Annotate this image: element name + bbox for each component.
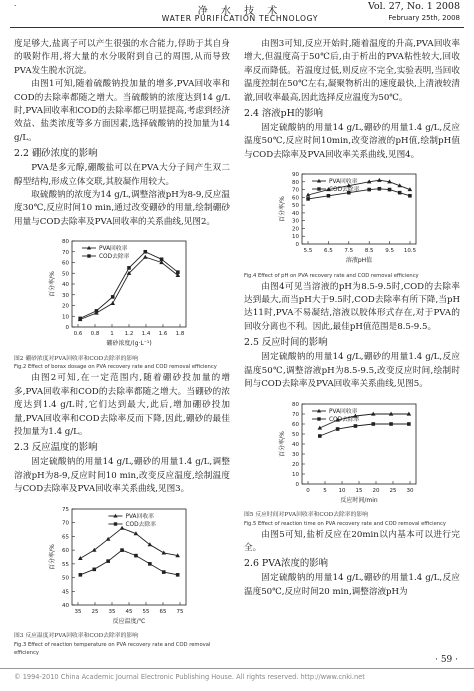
- y-tick-label: 40: [62, 282, 69, 289]
- data-point: [161, 550, 166, 554]
- series-line: [320, 424, 409, 436]
- data-point: [327, 194, 331, 198]
- data-point: [78, 317, 82, 321]
- legend-marker: [114, 522, 117, 525]
- y-tick-label: 30: [62, 293, 69, 300]
- chart-fig4: [244, 164, 460, 266]
- data-point: [120, 548, 124, 552]
- y-tick-label: 10: [292, 234, 299, 241]
- legend-label: COD去除率: [329, 187, 360, 194]
- paragraph: 固定硫酸钠的用量14 g/L,硼砂的用量1.4 g/L,调整溶液pH为8-9,反应时间10 min,改变反应温度,绘制温度与COD去除率及PVA回收率关系曲线,见图3。: [14, 457, 230, 495]
- y-tick-label: 0: [295, 242, 299, 249]
- legend-label: COD去除率: [329, 416, 360, 423]
- data-point: [79, 573, 83, 577]
- y-tick-label: 50: [292, 203, 299, 210]
- y-tick-label: 50: [62, 575, 69, 582]
- y-tick-label: 20: [292, 461, 299, 468]
- x-tick-label: 25: [389, 487, 397, 494]
- data-point: [378, 187, 382, 191]
- figure-3: [14, 499, 230, 657]
- journal-title-cn: 净 水 技 术: [197, 6, 283, 17]
- y-tick-label: 70: [292, 187, 299, 194]
- data-point: [176, 271, 180, 275]
- chart-fig3: [14, 499, 230, 627]
- page-header: [0, 0, 474, 36]
- y-tick-label: 30: [292, 451, 299, 458]
- paragraph: 由图1可知,随着硫酸钠投加量的增多,PVA回收率和COD的去除率都随之增大。当硫酸钠的浓度达到14 g/L时,PVA回收率和COD的去除率都已明显提高,考虑到经济效益、盐类浓度等多方面因素,选择硫酸钠的投加量为14 g/L。: [14, 79, 230, 143]
- y-tick-label: 90: [292, 172, 299, 179]
- data-point: [408, 194, 412, 198]
- x-tick-label: 35: [74, 608, 82, 615]
- data-point: [389, 422, 393, 426]
- data-point: [371, 422, 375, 426]
- figure-caption-en: Fig.3 Effect of reaction temperature on PVA recovery rate and COD removal efficiency: [14, 641, 211, 656]
- x-axis-label: 反应时间/min: [340, 496, 378, 504]
- data-point: [318, 434, 322, 438]
- x-tick-label: 5: [323, 487, 327, 494]
- journal-volume: Vol. 27, No. 1 2008: [367, 1, 460, 12]
- x-tick-label: 15: [355, 487, 363, 494]
- x-tick-label: 10: [338, 487, 346, 494]
- x-tick-label: 0.8: [90, 331, 100, 338]
- running-title-left: [14, 1, 16, 10]
- data-point: [354, 424, 358, 428]
- figure-caption-en: Fig.2 Effect of borax dosage on PVA recovery rate and COD removal efficiency: [14, 364, 217, 371]
- y-tick-label: 75: [62, 506, 69, 513]
- x-tick-label: 35: [108, 608, 116, 615]
- x-tick-label: 25: [91, 608, 99, 615]
- y-axis-label: 百分率/%: [279, 430, 286, 457]
- legend-marker: [317, 417, 320, 420]
- paragraph: 由图3可知,反应开始时,随着温度的升高,PVA回收率增大,但温度高于50℃后,由于析出的PVA粘性较大,回收率反而降低。若温度过低,则反应不完全,实验表明,当回收温度控制在50℃左右,凝聚物析出的速度最快,上清液较清澈,回收率最高,因此选择反应温度为50℃。: [244, 39, 460, 103]
- data-point: [95, 309, 99, 313]
- x-tick-label: 1.4: [141, 331, 151, 338]
- data-point: [306, 197, 310, 201]
- chart-fig2: [14, 231, 230, 349]
- left-column: [14, 38, 230, 658]
- y-tick-label: 0: [65, 325, 69, 332]
- x-tick-label: 45: [125, 608, 133, 615]
- plot-frame: [302, 174, 416, 244]
- paragraph: 固定硫酸钠的用量14 g/L,硼砂的用量1.4 g/L,反应温度50℃,反应时间10min,改变溶液的pH值,绘制pH值与COD去除率及PVA回收率关系曲线,见图4。: [244, 123, 460, 160]
- y-tick-label: 10: [62, 314, 69, 321]
- x-tick-label: 0.6: [73, 331, 83, 338]
- x-tick-label: 6.5: [324, 248, 333, 255]
- x-tick-label: 75: [176, 608, 184, 615]
- x-tick-label: 1: [110, 331, 114, 338]
- data-point: [162, 570, 166, 574]
- figure-caption-cn: 图5 反应时间对PVA回收率和COD去除率的影响: [244, 511, 368, 518]
- y-axis-label: 百分率/%: [279, 196, 286, 223]
- y-tick-label: 60: [62, 260, 69, 267]
- y-tick-label: 65: [62, 533, 69, 540]
- x-tick-label: 1.8: [175, 331, 185, 338]
- section-heading-2-6: 2.6 PVA浓度的影响: [244, 558, 328, 570]
- chart-fig5: [244, 394, 460, 506]
- x-tick-label: 7.5: [344, 248, 354, 255]
- y-tick-label: 60: [292, 195, 299, 202]
- paragraph: 固定硫酸钠的用量14 g/L,硼砂的用量1.4 g/L,反应温度50℃,调整溶液pH为8.5-9.5,改变反应时间,绘制时间与COD去除率及PVA回收率关系曲线,见图5。: [244, 352, 460, 390]
- legend-label: PVA回收率: [329, 408, 358, 415]
- data-point: [388, 188, 392, 192]
- y-axis-label: 百分率/%: [49, 271, 56, 298]
- figure-4: [244, 164, 460, 279]
- x-axis-label: 硼砂浓度/(g·L⁻¹): [106, 340, 152, 348]
- figure-caption-en: Fig.4 Effect of pH on PVA recovery rate and COD removal efficiency: [244, 272, 419, 279]
- y-tick-label: 40: [62, 602, 69, 609]
- y-tick-label: 80: [62, 239, 69, 246]
- figure-caption-cn: 图2 硼砂浓度对PVA回收率和COD去除率的影响: [14, 355, 138, 362]
- section-heading-2-3: 2.3 反应温度的影响: [14, 442, 98, 454]
- data-point: [160, 258, 164, 262]
- data-point: [134, 553, 138, 557]
- data-point: [143, 250, 147, 254]
- x-axis-label: 溶液pH值: [345, 257, 373, 265]
- data-point: [110, 301, 115, 305]
- data-point: [78, 556, 83, 560]
- y-tick-label: 0: [295, 481, 299, 488]
- paragraph: 由图5可知,盐析反应在20min以内基本可以进行完全。: [244, 529, 460, 553]
- y-tick-label: 80: [292, 180, 299, 187]
- page-footer: [0, 655, 474, 691]
- figure-caption-en: Fig.5 Effect of reaction time on PVA recovery rate and COD removal efficiency: [244, 520, 446, 527]
- x-tick-label: 30: [406, 487, 414, 494]
- series-line: [80, 252, 178, 319]
- section-heading-2-2: 2.2 硼砂浓度的影响: [14, 148, 98, 160]
- data-point: [398, 191, 402, 195]
- y-tick-label: 10: [292, 471, 299, 478]
- journal-title-en: WATER PURIFICATION TECHNOLOGY: [161, 14, 319, 23]
- legend-label: PVA回收率: [99, 246, 128, 253]
- paragraph: 由图4可见当溶液的pH为8.5-9.5时,COD的去除率达到最大,而当pH大于9.5时,COD去除率有所下降,当pH达11时,PVA不易凝结,溶液以胶体形式存在,对于PVA的回收分离也不利。因此,最佳pH值范围是8.5-9.5。: [244, 281, 460, 332]
- x-tick-label: 20: [372, 487, 380, 494]
- figure-5: [244, 394, 460, 528]
- y-tick-label: 20: [292, 226, 299, 233]
- y-tick-label: 50: [62, 271, 69, 278]
- legend-label: PVA回收率: [125, 513, 154, 520]
- paragraph: 度足够大,盐离子可以产生很强的水合能力,俘助于其自身的吸附作用,将大量的水分吸附到自己的周围,从而导致PVA发生脱水沉淀。: [14, 39, 230, 76]
- y-tick-label: 60: [292, 421, 299, 428]
- header-rule: [10, 27, 464, 28]
- figure-caption-cn: 图3 反应温度对PVA回收率和COD去除率的影响: [14, 632, 138, 639]
- x-tick-label: 1.6: [158, 331, 168, 338]
- x-tick-label: 55: [142, 608, 150, 615]
- data-point: [92, 567, 96, 571]
- legend-marker: [317, 188, 320, 191]
- data-point: [367, 188, 371, 192]
- y-tick-label: 70: [62, 250, 69, 257]
- data-point: [377, 178, 382, 182]
- page-number-top: ·: [14, 1, 17, 10]
- data-point: [407, 422, 411, 426]
- copyright-notice: © 1994-2010 China Academic Journal Electronic Publishing House. All rights reserved. http://www.cnki.net: [14, 673, 365, 681]
- legend-label: COD去除率: [99, 254, 130, 261]
- right-column: [244, 38, 460, 599]
- x-tick-label: 5.5: [303, 248, 313, 255]
- journal-date: February 25th, 2008: [388, 14, 460, 22]
- data-point: [148, 562, 152, 566]
- paragraph: PVA是多元醇,硼酸盐可以在PVA大分子间产生双二醇型结构,形成立体交联,其胶凝作用较大。: [14, 163, 230, 187]
- y-tick-label: 30: [292, 218, 299, 225]
- x-tick-label: 65: [159, 608, 167, 615]
- y-tick-label: 70: [292, 411, 299, 418]
- y-tick-label: 45: [62, 588, 69, 595]
- data-point: [336, 427, 340, 431]
- y-tick-label: 55: [62, 561, 69, 568]
- y-tick-label: 40: [292, 441, 299, 448]
- paragraph: 取硫酸钠的浓度为14 g/L,调整溶液pH为8-9,反应温度30℃,反应时间10 min,通过改变硼砂的用量,绘制硼砂用量与COD去除率及PVA回收率的关系曲线,见图2。: [14, 190, 230, 227]
- paragraph: 固定硫酸钠的用量14 g/L,硼砂的用量1.4 g/L,反应温度50℃,反应时间20 min,调整溶液pH为: [244, 573, 460, 597]
- paragraph: 由图2可知,在一定范围内,随着硼砂投加量的增多,PVA回收率和COD的去除率都随之增大。当硼砂的浓度达到1.4 g/L时,它们达到最大,此后,增加硼砂投加量,PVA回收率和COD去除率反而下降,因此,硼砂的最佳投加量为1.4 g/L。: [14, 373, 230, 437]
- data-point: [127, 266, 131, 270]
- x-axis-label: 反应温度/℃: [112, 617, 146, 625]
- section-heading-2-5: 2.5 反应时间的影响: [244, 337, 328, 349]
- y-axis-label: 百分率/%: [49, 543, 56, 570]
- page-number: · 59 ·: [435, 655, 458, 665]
- data-point: [143, 255, 148, 259]
- x-tick-label: 9.5: [385, 248, 394, 255]
- figure-2: [14, 231, 230, 371]
- data-point: [111, 295, 115, 299]
- data-point: [120, 525, 125, 529]
- section-heading-2-4: 2.4 溶液pH的影响: [244, 108, 323, 120]
- y-tick-label: 80: [292, 401, 299, 408]
- legend-label: PVA回收率: [329, 179, 358, 186]
- y-tick-label: 70: [62, 520, 69, 527]
- x-tick-label: 10.5: [403, 248, 417, 255]
- y-tick-label: 50: [292, 431, 299, 438]
- data-point: [106, 559, 110, 563]
- x-tick-label: 8.5: [364, 248, 374, 255]
- data-point: [176, 573, 180, 577]
- x-tick-label: 0: [306, 487, 310, 494]
- legend-marker: [87, 255, 90, 258]
- y-tick-label: 60: [62, 547, 69, 554]
- y-tick-label: 20: [62, 303, 69, 310]
- x-tick-label: 1.2: [124, 331, 134, 338]
- y-tick-label: 40: [292, 211, 299, 218]
- legend-label: COD去除率: [125, 521, 156, 528]
